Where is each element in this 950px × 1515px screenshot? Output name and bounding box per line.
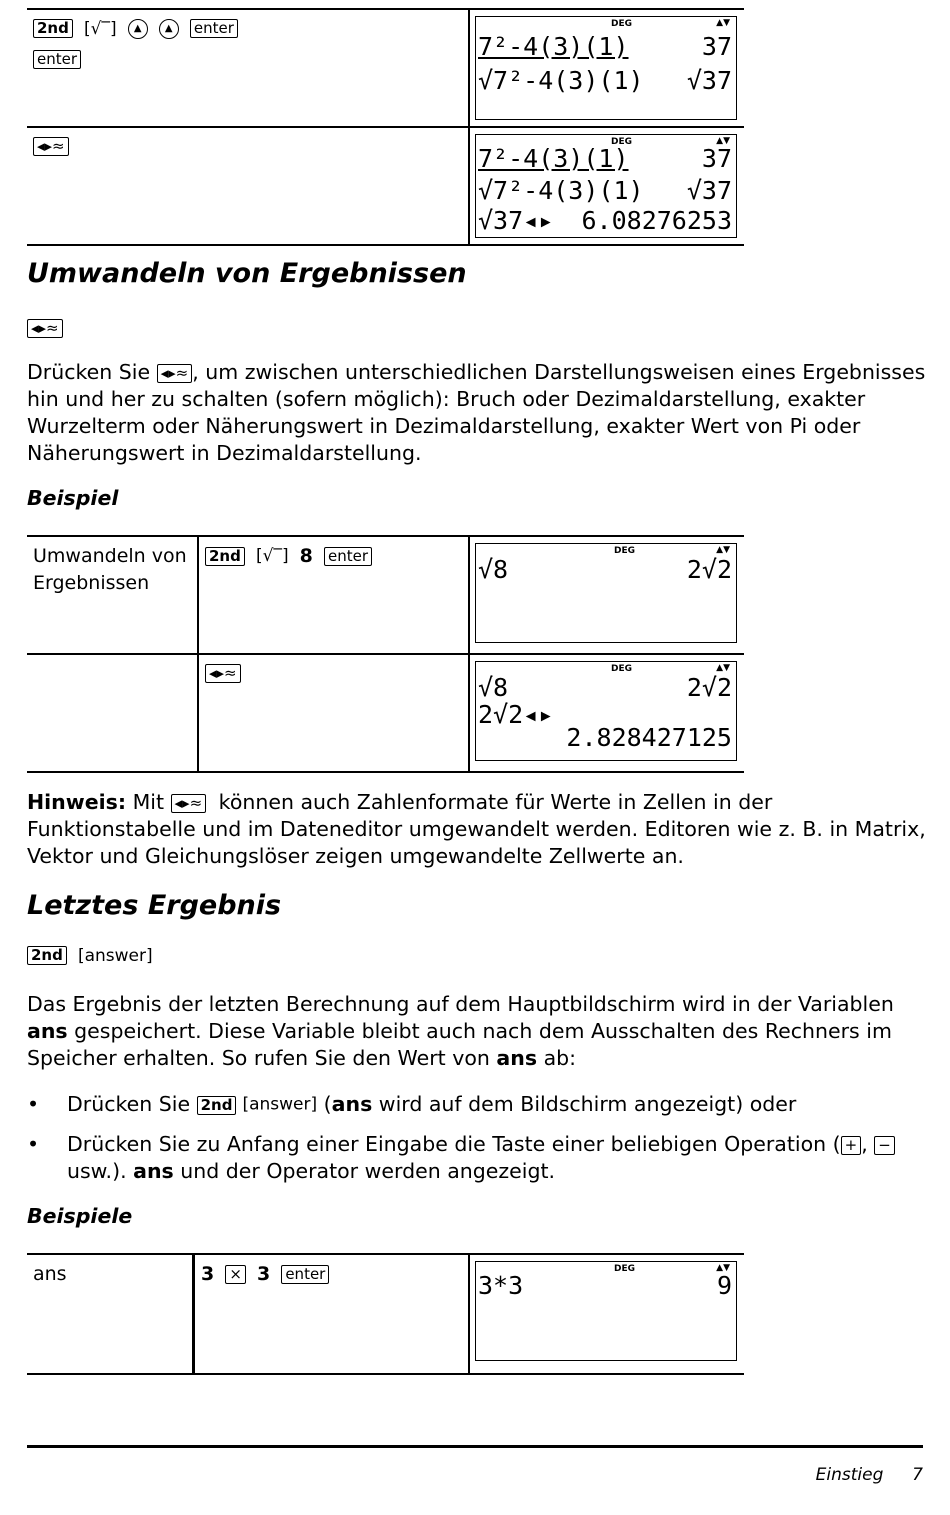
sqrt-key: [√‾]	[255, 546, 289, 566]
enter-key: enter	[324, 547, 372, 566]
section-heading: Umwandeln von Ergebnissen	[27, 258, 467, 289]
table-row	[27, 655, 744, 773]
example-label: Beispiele	[27, 1204, 133, 1228]
enter-key: enter	[281, 1265, 329, 1284]
plus-key: +	[841, 1136, 862, 1155]
page-footer	[816, 1465, 923, 1485]
eight-key: 8	[299, 545, 313, 567]
screen-entry: 2√2◂▸	[478, 700, 554, 729]
second-key: 2nd	[197, 1096, 237, 1115]
convert-key: ◂▸≈	[157, 364, 193, 383]
description-cell: Umwandeln von Ergebnissen	[33, 545, 187, 594]
screen-result: √37	[686, 176, 732, 205]
three-key: 3	[201, 1263, 215, 1285]
description-cell: ans	[33, 1263, 67, 1285]
convert-key: ◂▸≈	[171, 794, 207, 813]
up-arrow-icon: ▲	[159, 19, 179, 39]
calculator-screen	[475, 661, 737, 761]
scroll-icon: ▲▼	[716, 18, 730, 28]
second-key: 2nd	[205, 547, 245, 566]
scroll-icon: ▲▼	[716, 663, 730, 673]
top-example-table	[27, 8, 744, 246]
screen-result: √37	[686, 66, 732, 95]
bullet-dot: •	[27, 1132, 40, 1156]
screen-result: 9	[716, 1271, 732, 1300]
screen-cell	[468, 1255, 744, 1373]
example-label: Beispiel	[27, 486, 119, 510]
example-table	[27, 1253, 744, 1375]
screen-result: 37	[701, 144, 732, 173]
body-paragraph: Das Ergebnis der letzten Berechnung auf dem Hauptbildschirm wird in der Variablen ans gespeichert. Diese Variable bleibt auch nach dem Ausschalten des Rechners im Speicher erhalten. So rufen Sie den Wert von ans ab:	[27, 992, 894, 1070]
list-item: • Drücken Sie zu Anfang einer Eingabe die Taste einer beliebigen Operation ( + , − usw.). ans und der Operator werden angezeigt.	[27, 1131, 927, 1185]
enter-key: enter	[33, 50, 81, 69]
enter-key: enter	[190, 19, 238, 38]
screen-entry: √8	[478, 555, 509, 584]
table-row	[27, 10, 744, 128]
bullet-dot: •	[27, 1092, 40, 1116]
description-cell	[27, 655, 197, 771]
section-key-ref	[27, 945, 159, 966]
times-key: ×	[225, 1265, 246, 1284]
body-paragraph: Drücken Sie ◂▸≈ , um zwischen unterschiedlichen Darstellungsweisen eines Ergebnisses hin und her zu schalten (sofern möglich): Bruch oder Dezimaldarstellung, exakter Wurzelterm oder Näherungswert in Dezimaldarstellung, exakter Wert von Pi oder Näherungswert in Dezimaldarstellung.	[27, 360, 926, 465]
note-paragraph: Hinweis: Mit ◂▸≈ können auch Zahlenformate für Werte in Zellen in der Funktionstabelle und im Dateneditor umgewandelt werden. Editoren wie z. B. in Matrix, Vektor und Gleichungslöser zeigen umgewandelte Zellwerte an.	[27, 790, 926, 868]
deg-indicator: DEG	[611, 664, 633, 674]
scroll-icon: ▲▼	[716, 136, 730, 146]
screen-cell	[468, 537, 744, 653]
screen-entry: 7²-4(3)(1)	[478, 144, 629, 173]
keystroke-cell	[27, 128, 468, 244]
section-heading: Letztes Ergebnis	[27, 890, 282, 921]
screen-entry: 3*3	[478, 1271, 524, 1300]
scroll-icon: ▲▼	[716, 545, 730, 555]
chapter-name: Einstieg	[815, 1465, 884, 1485]
answer-key: [answer]	[77, 945, 153, 966]
convert-key: ◂▸≈	[205, 664, 241, 683]
section-key-ref	[27, 318, 69, 338]
second-key: 2nd	[33, 19, 73, 38]
screen-entry: √37◂▸	[478, 206, 554, 235]
screen-result: 2√2	[686, 673, 732, 702]
page-number: 7	[912, 1465, 923, 1485]
keystroke-cell	[197, 537, 468, 653]
screen-cell	[468, 10, 744, 126]
screen-result: 2.828427125	[566, 723, 732, 752]
screen-result: 37	[701, 32, 732, 61]
example-table	[27, 535, 744, 773]
three-key: 3	[257, 1263, 271, 1285]
footer-rule	[27, 1445, 923, 1448]
scroll-icon: ▲▼	[716, 1263, 730, 1273]
screen-entry: √7²-4(3)(1)	[478, 176, 644, 205]
deg-indicator: DEG	[614, 1264, 636, 1274]
minus-key: −	[874, 1136, 895, 1155]
answer-key: [answer]	[242, 1094, 318, 1115]
screen-entry: 7²-4(3)(1)	[478, 32, 629, 61]
screen-entry: √7²-4(3)(1)	[478, 66, 644, 95]
second-key: 2nd	[27, 946, 67, 965]
deg-indicator: DEG	[614, 546, 636, 556]
up-arrow-icon: ▲	[128, 19, 148, 39]
calculator-screen	[475, 134, 737, 238]
deg-indicator: DEG	[611, 137, 633, 147]
keystroke-cell	[197, 655, 468, 771]
convert-key: ◂▸≈	[33, 137, 69, 156]
table-row	[27, 128, 744, 246]
screen-entry: √8	[478, 673, 509, 702]
screen-result: 6.08276253	[581, 206, 732, 235]
screen-cell	[468, 128, 744, 244]
table-row	[27, 537, 744, 655]
calculator-screen	[475, 16, 737, 120]
calculator-screen	[475, 1261, 737, 1361]
screen-result: 2√2	[686, 555, 732, 584]
sqrt-key: [√‾]	[83, 18, 117, 39]
keystroke-cell	[27, 10, 468, 126]
keystroke-cell	[192, 1255, 468, 1373]
list-item: • Drücken Sie 2nd [answer] (ans wird auf dem Bildschirm angezeigt) oder	[27, 1092, 797, 1116]
table-row	[27, 1255, 744, 1375]
screen-cell	[468, 655, 744, 771]
deg-indicator: DEG	[611, 19, 633, 29]
convert-key: ◂▸≈	[27, 319, 63, 338]
calculator-screen	[475, 543, 737, 643]
